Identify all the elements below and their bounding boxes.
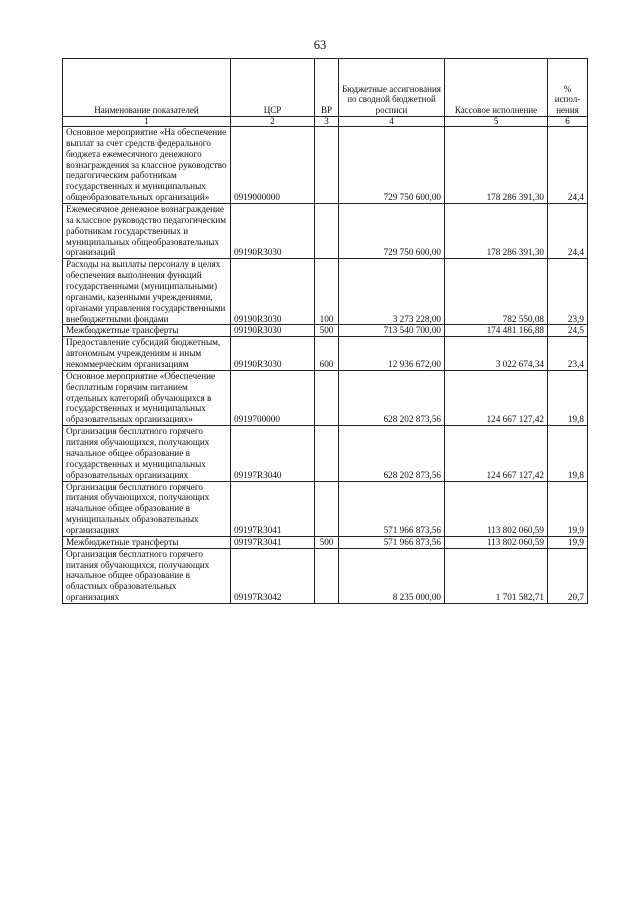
row-execution-cell: 3 022 674,34 — [445, 337, 548, 371]
row-csr-cell: 09197R3041 — [231, 481, 315, 536]
row-vr-cell — [315, 370, 339, 425]
table-row — [63, 426, 588, 481]
row-name-cell: Расходы на выплаты персоналу в целях обеспечения выполнения функций государственными (муниципальными) органами, казенными учреждениями, органами управления государственными внебюджетными фондами — [63, 259, 231, 325]
column-number: 5 — [445, 117, 548, 127]
budget-table — [62, 58, 588, 604]
header-budget: Бюджетные ассигнования по сводной бюджетной росписи — [339, 59, 445, 117]
row-csr-cell: 09197R3041 — [231, 536, 315, 548]
row-budget-cell: 628 202 873,56 — [339, 426, 445, 481]
table-row — [63, 481, 588, 536]
page-number: 63 — [313, 38, 327, 52]
row-percent-cell: 19,9 — [548, 481, 588, 536]
table-body — [63, 127, 588, 604]
column-number: 4 — [339, 117, 445, 127]
row-name-cell: Межбюджетные трансферты — [63, 325, 231, 337]
row-csr-cell: 0919000000 — [231, 127, 315, 204]
row-budget-cell: 571 966 873,56 — [339, 536, 445, 548]
table-row — [63, 337, 588, 371]
row-vr-cell: 500 — [315, 536, 339, 548]
row-name-cell: Ежемесячное денежное вознаграждение за классное руководство педагогическим работникам государственных и муниципальных общеобразовательных организаций — [63, 204, 231, 259]
row-name-cell: Организация бесплатного горячего питания обучающихся, получающих начальное общее образование в областных образовательных организациях — [63, 548, 231, 603]
row-budget-cell: 729 750 600,00 — [339, 204, 445, 259]
row-csr-cell: 0919700000 — [231, 370, 315, 425]
header-percent: % испол-нения — [548, 59, 588, 117]
row-execution-cell: 178 286 391,30 — [445, 204, 548, 259]
row-execution-cell: 113 802 060,59 — [445, 481, 548, 536]
table-row — [63, 204, 588, 259]
column-number: 1 — [63, 117, 231, 127]
header-csr: ЦСР — [231, 59, 315, 117]
row-percent-cell: 23,9 — [548, 259, 588, 325]
row-vr-cell — [315, 127, 339, 204]
row-budget-cell: 729 750 600,00 — [339, 127, 445, 204]
row-budget-cell: 3 273 228,00 — [339, 259, 445, 325]
row-name-cell: Основное мероприятие «Обеспечение бесплатным горячим питанием отдельных категорий обучающихся в государственных и муниципальных образовательных организациях» — [63, 370, 231, 425]
row-vr-cell: 600 — [315, 337, 339, 371]
row-vr-cell: 100 — [315, 259, 339, 325]
row-vr-cell — [315, 426, 339, 481]
row-execution-cell: 782 550,08 — [445, 259, 548, 325]
header-vr: ВР — [315, 59, 339, 117]
row-csr-cell: 09190R3030 — [231, 204, 315, 259]
row-percent-cell: 24,4 — [548, 204, 588, 259]
row-percent-cell: 23,4 — [548, 337, 588, 371]
row-budget-cell: 12 936 672,00 — [339, 337, 445, 371]
column-number: 2 — [231, 117, 315, 127]
table-row — [63, 325, 588, 337]
row-execution-cell: 1 701 582,71 — [445, 548, 548, 603]
row-execution-cell: 113 802 060,59 — [445, 536, 548, 548]
row-name-cell: Основное мероприятие «На обеспечение выплат за счет средств федерального бюджета ежемесячного денежного вознаграждения за классное руководство педагогическим работникам государственных и муниципальных общеобразовательных организаций» — [63, 127, 231, 204]
row-csr-cell: 09190R3030 — [231, 325, 315, 337]
row-percent-cell: 24,4 — [548, 127, 588, 204]
row-csr-cell: 09190R3030 — [231, 337, 315, 371]
table-row — [63, 536, 588, 548]
row-execution-cell: 178 286 391,30 — [445, 127, 548, 204]
table-row — [63, 548, 588, 603]
row-vr-cell — [315, 481, 339, 536]
row-csr-cell: 09197R3040 — [231, 426, 315, 481]
row-vr-cell — [315, 204, 339, 259]
header-execution: Кассовое исполнение — [445, 59, 548, 117]
row-budget-cell: 8 235 000,00 — [339, 548, 445, 603]
table-row — [63, 259, 588, 325]
row-percent-cell: 19,8 — [548, 426, 588, 481]
row-name-cell: Организация бесплатного горячего питания обучающихся, получающих начальное общее образование в государственных и муниципальных образовательных организациях — [63, 426, 231, 481]
row-vr-cell — [315, 548, 339, 603]
row-execution-cell: 124 667 127,42 — [445, 426, 548, 481]
row-vr-cell: 500 — [315, 325, 339, 337]
row-percent-cell: 19,8 — [548, 370, 588, 425]
row-name-cell: Предоставление субсидий бюджетным, автономным учреждениям и иным некоммерческим организациям — [63, 337, 231, 371]
row-name-cell: Межбюджетные трансферты — [63, 536, 231, 548]
row-budget-cell: 628 202 873,56 — [339, 370, 445, 425]
row-execution-cell: 124 667 127,42 — [445, 370, 548, 425]
row-csr-cell: 09190R3030 — [231, 259, 315, 325]
table-row — [63, 370, 588, 425]
column-number-row — [63, 117, 588, 127]
row-percent-cell: 20,7 — [548, 548, 588, 603]
column-number: 3 — [315, 117, 339, 127]
header-name: Наименование показателей — [63, 59, 231, 117]
row-percent-cell: 24,5 — [548, 325, 588, 337]
row-name-cell: Организация бесплатного горячего питания обучающихся, получающих начальное общее образование в муниципальных образовательных организациях — [63, 481, 231, 536]
table-row — [63, 127, 588, 204]
row-budget-cell: 571 966 873,56 — [339, 481, 445, 536]
row-execution-cell: 174 481 166,88 — [445, 325, 548, 337]
column-number: 6 — [548, 117, 588, 127]
table-header-row — [63, 59, 588, 117]
row-csr-cell: 09197R3042 — [231, 548, 315, 603]
row-percent-cell: 19,9 — [548, 536, 588, 548]
row-budget-cell: 713 540 700,00 — [339, 325, 445, 337]
